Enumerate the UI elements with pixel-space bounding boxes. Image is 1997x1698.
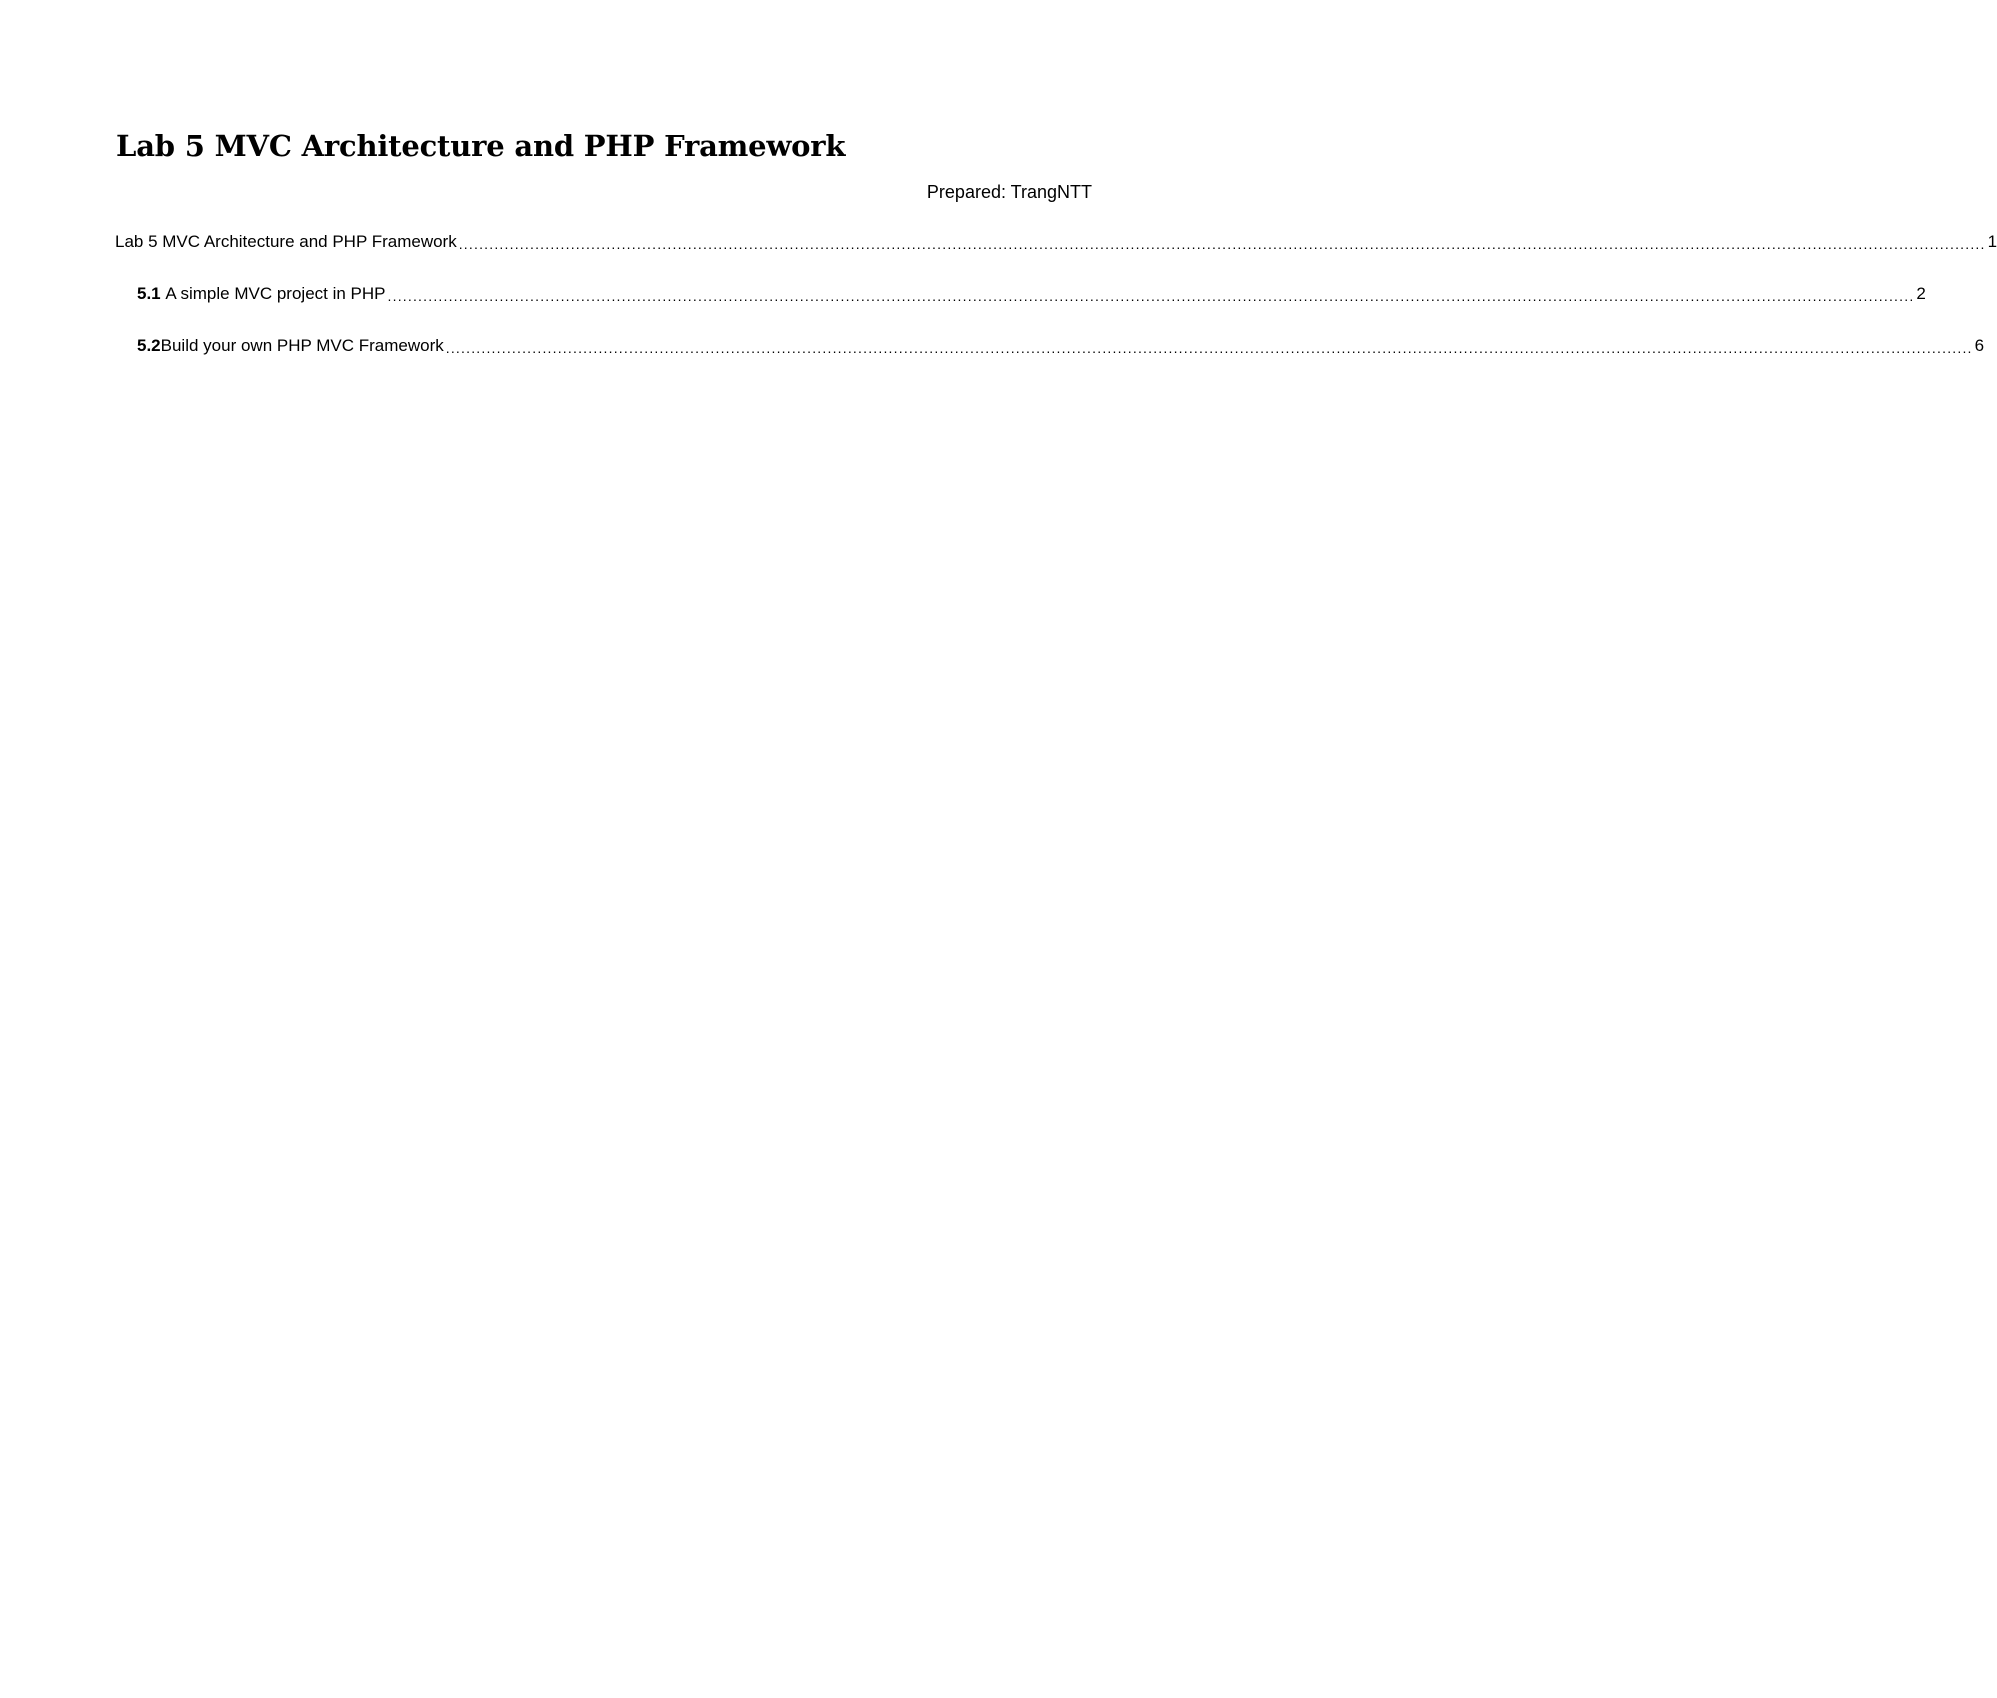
toc-dot-leader: ............................................................................................................................................................................................................................................................................................................: [458, 236, 1986, 252]
toc-dot-leader: ............................................................................................................................................................................................................................................................................................................: [445, 340, 1973, 356]
toc-entry[interactable]: [115, 333, 1985, 359]
toc-entry-label: Lab 5 MVC Architecture and PHP Framework: [115, 232, 457, 251]
toc-entry-number: 5.1: [137, 284, 161, 303]
toc-entry-label: Build your own PHP MVC Framework: [160, 336, 444, 355]
document-title: Lab 5 MVC Architecture and PHP Framework: [116, 129, 846, 163]
toc-entry-label: [161, 281, 386, 307]
toc-entry-number: 5.2: [137, 336, 161, 355]
toc-entry-page: 2: [1916, 284, 1926, 303]
toc-entry[interactable]: [115, 229, 1997, 255]
toc-entry[interactable]: [115, 281, 1926, 307]
toc-entry-page: 6: [1974, 336, 1985, 355]
toc-dot-leader: ............................................................................................................................................................................................................................................................................................................: [387, 288, 1915, 304]
prepared-by: Prepared: TrangNTT: [926, 182, 1092, 202]
toc-entry-label-text: A simple MVC project in PHP: [165, 284, 386, 303]
toc-entry-page: 1: [1987, 232, 1997, 251]
